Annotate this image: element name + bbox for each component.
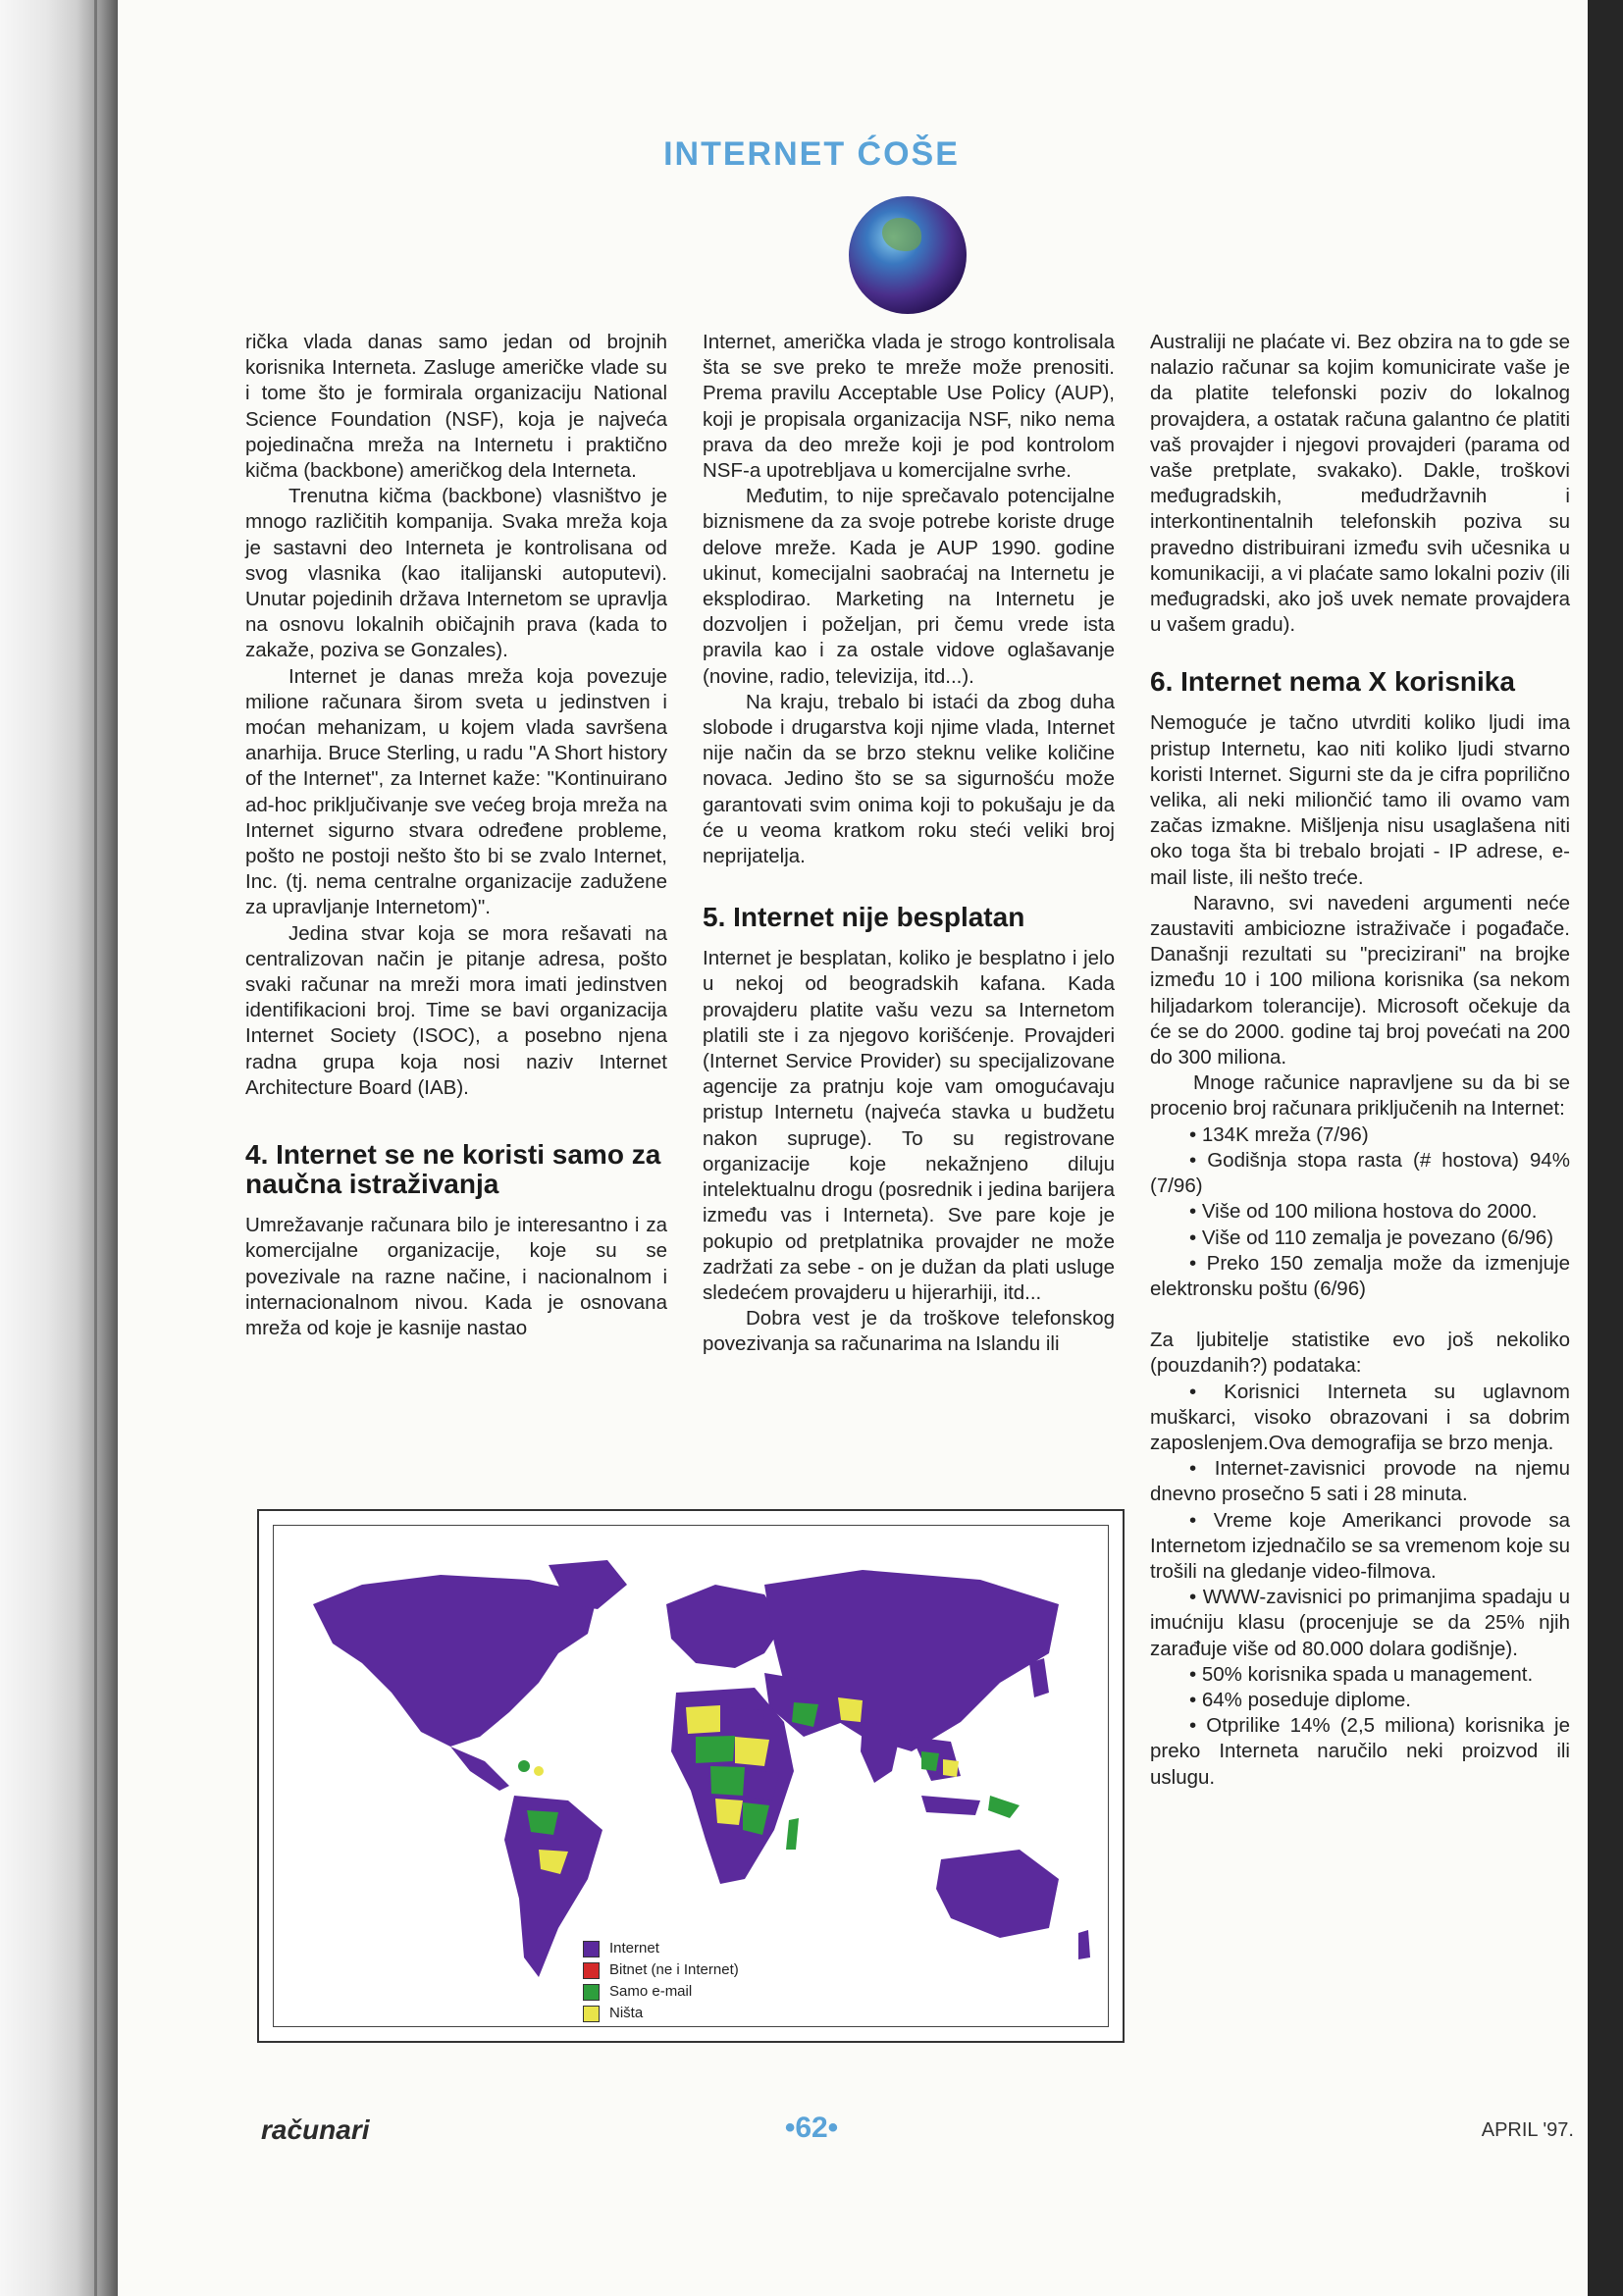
page-edge <box>1588 0 1623 2296</box>
list-item: • 134K mreža (7/96) <box>1189 1122 1369 1146</box>
legend-swatch <box>583 1941 600 1957</box>
legend-swatch <box>583 1962 600 1979</box>
paragraph: Internet je danas mreža koja povezuje milione računara širom sveta u jedinstven i moćan mehanizam, u kojem vlada savršena anarhija. Bruce Sterling, u radu "A Short history of the Internet", za Internet kaže: "Kontinuirano ad-hoc priključivanje sve većeg broja mreža na Internet sigurno stvara određene probleme, pošto ne postoji nešto što bi se zvalo Internet, Inc. (tj. nema centralne organizacije zadužene za upravljanje Internetom)". <box>245 664 667 919</box>
paragraph: Za ljubitelje statistike evo još nekoliko (pouzdanih?) podataka: <box>1150 1329 1570 1378</box>
region-europe <box>666 1585 784 1668</box>
legend-item <box>583 2003 739 2024</box>
legend-item <box>583 1938 739 1959</box>
column-1 <box>245 330 667 1341</box>
legend-item <box>583 1981 739 2003</box>
list-item: • Godišnja stopa rasta (# hostova) 94% (7/96) <box>1150 1148 1570 1198</box>
paragraph: Jedina stvar koja se mora rešavati na centralizovan način je pitanje adresa, pošto svaki računar na mreži mora imati jedinstven identifikacioni broj. Time se bavi organizacija Internet Society (ISOC), a posebno njena radna grupa koja nosi naziv Internet Architecture Board (IAB). <box>245 921 667 1099</box>
paragraph: Umrežavanje računara bilo je interesantno i za komercijalne organizacije, koje su se povezivale na razne načine, i nacionalnom i internacionalnom nivou. Kada je osnovana mreža od koje je kasnije nastao <box>245 1214 667 1339</box>
list-item: • 50% korisnika spada u management. <box>1189 1662 1534 1686</box>
bullet-list-stats <box>1150 1380 1570 1791</box>
paragraph: Mnoge računice napravljene su da bi se procenio broj računara priključenih na Internet: <box>1150 1071 1570 1121</box>
list-item: • Više od 100 miliona hostova do 2000. <box>1189 1200 1538 1224</box>
issue-date: APRIL '97. <box>1481 2119 1574 2141</box>
region-australia <box>936 1850 1059 1938</box>
bullet-list-hosts <box>1150 1122 1570 1302</box>
paragraph: Internet, američka vlada je strogo kontrolisala šta se sve preko te mreže može prenositi. Prema pravilu Acceptable Use Policy (AUP), koji je propisala organizacija NSF, niko nema prava da deo mreže koji je pod kontrolom NSF-a upotrebljava u komercijalne svrhe. <box>703 331 1115 483</box>
legend-label: Bitnet (ne i Internet) <box>609 1961 739 1978</box>
list-item: • Vreme koje Amerikanci provode sa Internetom izjednačilo se sa vremenom koje su trošili na gledanje video-filmova. <box>1150 1508 1570 1583</box>
legend-label: Samo e-mail <box>609 1983 693 2000</box>
section-heading-6: 6. Internet nema X korisnika <box>1150 666 1515 698</box>
list-item: • Internet-zavisnici provode na njemu dnevno prosečno 5 sati i 28 minuta. <box>1150 1457 1570 1506</box>
section-heading-4: 4. Internet se ne koristi samo za naučna istraživanja <box>245 1139 661 1200</box>
page-number: •62• <box>784 2112 839 2144</box>
paragraph: Australiji ne plaćate vi. Bez obzira na to gde se nalazio računar sa kojim komunicirate vaše je da platite telefonski poziv do lokalnog provajdera, a ostatak računa galantno će platiti vaš provajder i njegovi provajderi (parama od vaše pretplate, svakako). Dakle, troškovi međugradskih, međudržavnih i interkontinentalnih telefonskih poziva su pravedno distribuirani između svih učesnika u komunikaciji, a vi plaćate samo lokalni poziv (ili međugradski, ako još uvek nemate provajdera u vašem gradu). <box>1150 331 1570 637</box>
globe-illustration <box>849 196 967 314</box>
list-item: • 64% poseduje diplome. <box>1189 1688 1411 1711</box>
world-map-figure <box>257 1509 1125 2043</box>
region-central-america <box>450 1747 509 1791</box>
page-header-title: INTERNET ĆOŠE <box>663 135 960 173</box>
paragraph: Internet je besplatan, koliko je besplatno i jelo u nekoj od beogradskih kafana. Kada provajderu platite vašu vezu sa Internetom platili ste i za njegovo korišćenje. Provajderi (Internet Service Provider) su specijalizovane agencije za pratnju koje vam omogućavaju pristup Internetu (najveća stavka u budžetu nakon supruge). To su registrovane organizacije koje nekažnjeno diluju intelektualnu drogu (posrednik i jedina barijera između vas i Interneta). Sve pare koje je pokupio od pretplatnika provajder ne može zadržati za sebe - on je dužan da plati usluge sledećem provajderu u hijerarhiji, itd... <box>703 947 1115 1304</box>
list-item: • Otprilike 14% (2,5 miliona) korisnika je preko Interneta naručilo neki proizvod ili uslugu. <box>1150 1714 1570 1789</box>
column-3 <box>1150 330 1570 1791</box>
paragraph: Međutim, to nije sprečavalo potencijalne biznismene da za svoje potrebe koriste druge delove mreže. Kada je AUP 1990. godine ukinut, komecijalni saobraćaj na Internetu je eksplodirao. Marketing na Internetu je dozvoljen i poželjan, pri čemu vrede ista pravila kao i za ostale vidove oglašavanje (novine, radio, televizija, itd...). <box>703 485 1115 688</box>
paragraph: rička vlada danas samo jedan od brojnih korisnika Interneta. Zasluge američke vlade su i tome što je formirala organizaciju National Science Foundation (NSF), koja je najveća pojedinačna mreža na Internetu i praktično kičma (backbone) američkog dela Interneta. <box>245 331 667 483</box>
column-2 <box>703 330 1115 1358</box>
section-heading-5: 5. Internet nije besplatan <box>703 902 1025 933</box>
region-north-america <box>313 1575 598 1747</box>
list-item: • Više od 110 zemalja je povezano (6/96) <box>1189 1226 1554 1249</box>
map-legend <box>583 1938 739 2024</box>
legend-swatch <box>583 1984 600 2001</box>
paragraph: Trenutna kičma (backbone) vlasništvo je mnogo različitih kompanija. Svaka mreža koja je sastavni deo Interneta je kontrolisana od svog vlasnika (kao italijanski autoputevi). Unutar pojedinih država Internetom se upravlja na osnovu lokalnih običajnih prava (kada to zakaže, poziva se Gonzales). <box>245 485 667 662</box>
paragraph: Na kraju, trebalo bi istaći da zbog duha slobode i drugarstva koji njime vlada, Internet nije način da se brzo steknu velike količine novaca. Jedino što se sa sigurnošću može garantovati svim onima koji to pokušaju je da će u veoma kratkom roku steći veliki broj neprijatelja. <box>703 690 1115 868</box>
map-frame <box>273 1525 1109 2027</box>
binding-spine <box>0 0 118 2296</box>
list-item: • Preko 150 zemalja može da izmenjuje elektronsku poštu (6/96) <box>1150 1251 1570 1300</box>
magazine-name: računari <box>261 2114 370 2145</box>
paragraph: Dobra vest je da troškove telefonskog povezivanja sa računarima na Islandu ili <box>703 1307 1115 1356</box>
paragraph: Naravno, svi navedeni argumenti neće zaustaviti ambiciozne istraživače i pogađače. Današnji rezultati su "precizirani" na brojke između 10 i 100 miliona korisnika (sa nekom hiljadarkom tolerancije). Microsoft očekuje da će se do 2000. godine taj broj povećati na 200 do 300 miliona. <box>1150 891 1570 1070</box>
legend-label: Internet <box>609 1940 659 1957</box>
list-item: • Korisnici Interneta su uglavnom muškarci, visoko obrazovani i sa dobrim zaposlenjem.Ova demografija se brzo menja. <box>1150 1380 1570 1454</box>
legend-label: Ništa <box>609 2005 644 2021</box>
legend-item <box>583 1959 739 1981</box>
list-item: • WWW-zavisnici po primanjima spadaju u imućniju klasu (procenjuje se da 25% njih zarađuje više od 80.000 dolara godišnje). <box>1150 1586 1570 1660</box>
paragraph: Nemoguće je tačno utvrditi koliko ljudi ima pristup Internetu, kao niti koliko ljudi stvarno koristi Internet. Sigurni ste da je cifra poprilično velika, ali neki miliončić tamo ili ovamo vam začas izmakne. Mišljenja nisu usaglašena niti oko toga šta bi trebalo brojati - IP adrese, e-mail liste, ili nešto treće. <box>1150 711 1570 889</box>
legend-swatch <box>583 2006 600 2022</box>
